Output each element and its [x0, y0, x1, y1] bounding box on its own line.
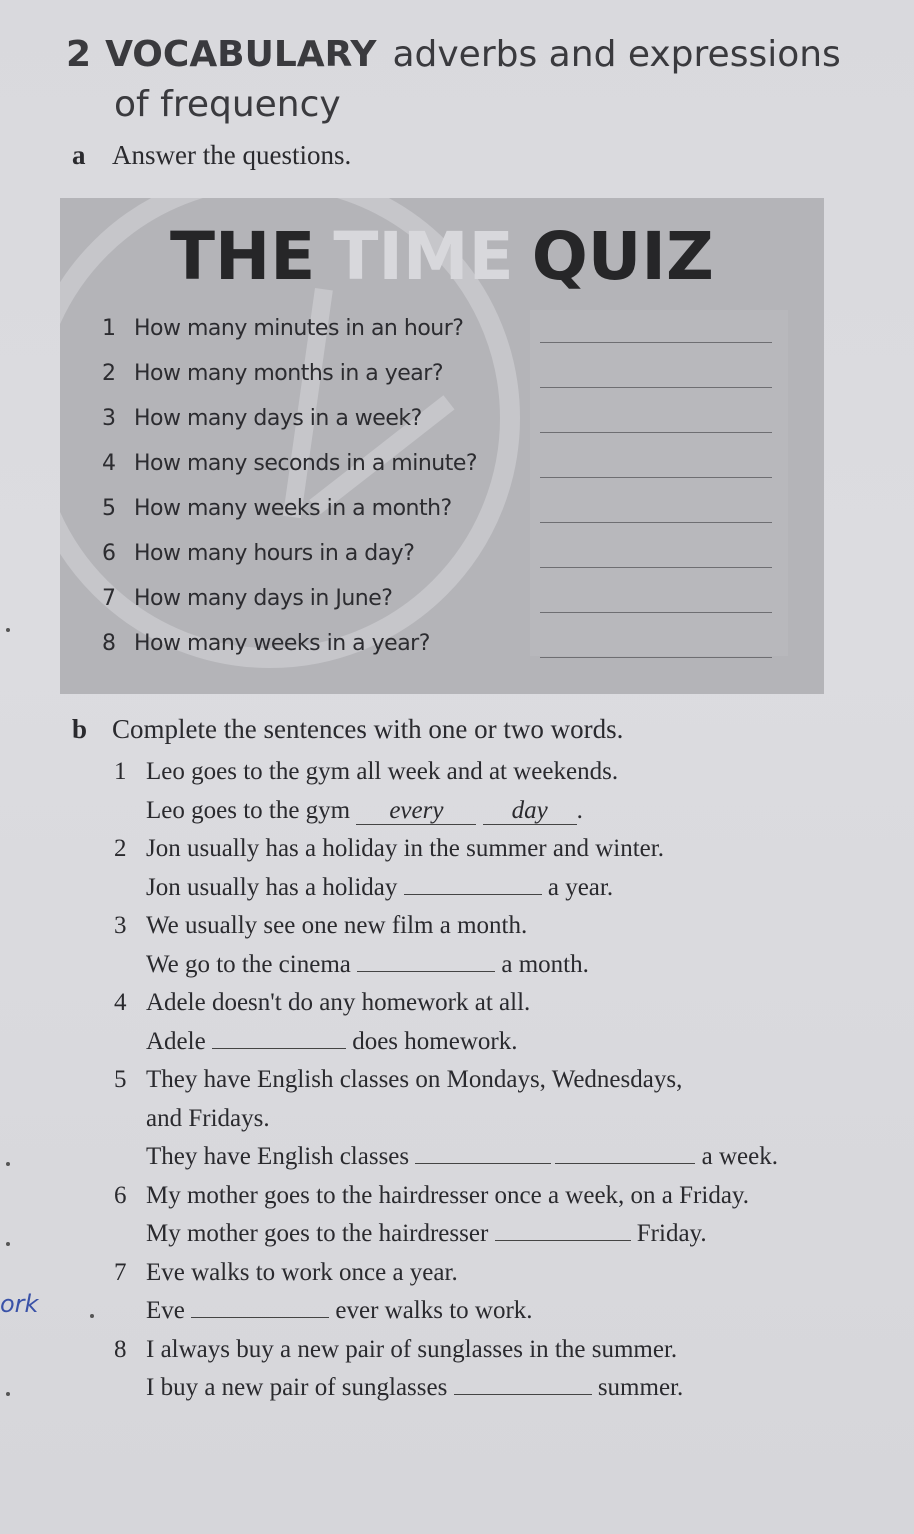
exercise-item — [114, 830, 892, 907]
answer-blank[interactable] — [495, 1220, 631, 1241]
handwritten-note: ork — [0, 1290, 39, 1318]
item-prompt-end: summer. — [597, 1374, 684, 1401]
quiz-title — [170, 218, 770, 295]
item-prompt-end: ever walks to work. — [335, 1297, 533, 1324]
item-sentence: We usually see one new film a month. — [146, 912, 528, 939]
question-text: How many weeks in a month? — [134, 496, 452, 521]
question-number: 4 — [102, 451, 116, 476]
quiz-title-quiz: QUIZ — [531, 218, 714, 295]
answer-blank[interactable] — [357, 951, 495, 972]
part-a-text: Answer the questions. — [112, 140, 352, 170]
item-prompt-end: . — [576, 796, 583, 824]
quiz-question-list — [102, 306, 822, 666]
question-number: 7 — [102, 586, 116, 611]
quiz-question — [102, 531, 822, 576]
margin-dot — [6, 1162, 10, 1166]
part-b — [72, 714, 892, 1408]
question-text: How many days in June? — [134, 586, 393, 611]
item-sentence: They have English classes on Mondays, Wednesdays, — [146, 1066, 683, 1093]
item-prompt: Jon usually has a holiday — [146, 873, 398, 901]
item-number: 6 — [114, 1181, 127, 1209]
answer-field[interactable]: day — [483, 798, 577, 825]
item-number: 3 — [114, 912, 127, 939]
quiz-question — [102, 486, 822, 531]
item-prompt: Adele — [146, 1027, 206, 1055]
quiz-question — [102, 441, 822, 486]
part-b-text: Complete the sentences with one or two words. — [112, 714, 624, 744]
answer-line[interactable] — [540, 567, 772, 568]
section-heading — [66, 30, 866, 130]
item-number: 7 — [114, 1258, 127, 1286]
answer-line[interactable] — [540, 432, 772, 433]
item-prompt: We go to the cinema — [146, 950, 351, 978]
answer-blank[interactable] — [404, 874, 542, 895]
item-prompt: Leo goes to the gym — [146, 796, 351, 824]
quiz-question — [102, 306, 822, 351]
answer-line[interactable] — [540, 387, 772, 388]
quiz-question — [102, 576, 822, 621]
section-topic-line2: of frequency — [114, 84, 341, 125]
item-sentence: Adele doesn't do any homework at all. — [146, 989, 531, 1016]
item-number: 1 — [114, 758, 127, 785]
margin-dot — [6, 1242, 10, 1246]
part-b-letter: b — [72, 714, 88, 744]
question-number: 5 — [102, 496, 116, 521]
part-a-instruction — [72, 140, 351, 171]
item-prompt: I buy a new pair of sunglasses — [146, 1374, 448, 1401]
item-prompt-end: does homework. — [352, 1027, 518, 1055]
quiz-title-time: TIME — [333, 218, 514, 295]
answer-line[interactable] — [540, 342, 772, 343]
item-sentence: My mother goes to the hairdresser once a week, on a Friday. — [146, 1181, 750, 1209]
item-sentence: Jon usually has a holiday in the summer and winter. — [146, 835, 664, 862]
answer-blank[interactable] — [415, 1143, 551, 1164]
item-number: 4 — [114, 989, 127, 1016]
answer-field[interactable]: every — [356, 798, 476, 825]
question-text: How many days in a week? — [134, 406, 422, 431]
exercise-item — [114, 1177, 892, 1254]
margin-dot — [6, 1392, 10, 1396]
answer-line[interactable] — [540, 657, 772, 658]
exercise-item — [114, 907, 892, 984]
item-number: 2 — [114, 835, 127, 862]
question-text: How many seconds in a minute? — [134, 451, 478, 476]
answer-line[interactable] — [540, 612, 772, 613]
answer-line[interactable] — [540, 477, 772, 478]
item-prompt: They have English classes — [146, 1143, 410, 1170]
question-number: 2 — [102, 361, 116, 386]
exercise-item — [114, 1254, 892, 1331]
question-text: How many hours in a day? — [134, 541, 415, 566]
section-topic-line1: adverbs and expressions — [392, 34, 841, 75]
quiz-question — [102, 621, 822, 666]
margin-dot — [90, 1314, 94, 1318]
item-prompt-end: Friday. — [636, 1220, 707, 1247]
item-number: 5 — [114, 1066, 127, 1093]
quiz-question — [102, 396, 822, 441]
question-number: 6 — [102, 541, 116, 566]
item-sentence: Eve walks to work once a year. — [146, 1258, 458, 1286]
time-quiz-box — [60, 198, 824, 694]
answer-line[interactable] — [540, 522, 772, 523]
item-sentence: Leo goes to the gym all week and at weekends. — [146, 758, 619, 785]
question-text: How many minutes in an hour? — [134, 316, 464, 341]
quiz-question — [102, 351, 822, 396]
item-prompt-end: a year. — [547, 873, 614, 901]
question-number: 3 — [102, 406, 116, 431]
answer-blank[interactable] — [212, 1028, 346, 1049]
answer-blank[interactable] — [454, 1374, 592, 1395]
exercise-item — [114, 1331, 892, 1408]
item-sentence-cont: and Fridays. — [146, 1104, 270, 1132]
item-sentence: I always buy a new pair of sunglasses in the summer. — [146, 1335, 678, 1363]
part-b-instruction — [72, 714, 892, 745]
question-number: 8 — [102, 631, 116, 656]
item-prompt-end: a week. — [701, 1143, 778, 1170]
quiz-title-the: THE — [170, 218, 316, 295]
margin-dot — [6, 628, 10, 632]
exercise-item — [114, 753, 892, 830]
answer-blank[interactable] — [191, 1297, 329, 1318]
item-prompt-end: a month. — [501, 950, 589, 978]
item-prompt: My mother goes to the hairdresser — [146, 1220, 489, 1247]
section-label: VOCABULARY — [105, 34, 377, 75]
exercise-item — [114, 1061, 892, 1177]
answer-blank[interactable] — [555, 1143, 695, 1164]
part-a-letter: a — [72, 140, 86, 170]
question-text: How many months in a year? — [134, 361, 443, 386]
section-number: 2 — [66, 34, 92, 75]
item-number: 8 — [114, 1335, 127, 1363]
exercise-item — [114, 984, 892, 1061]
item-prompt: Eve — [146, 1297, 185, 1324]
question-number: 1 — [102, 316, 116, 341]
question-text: How many weeks in a year? — [134, 631, 430, 656]
